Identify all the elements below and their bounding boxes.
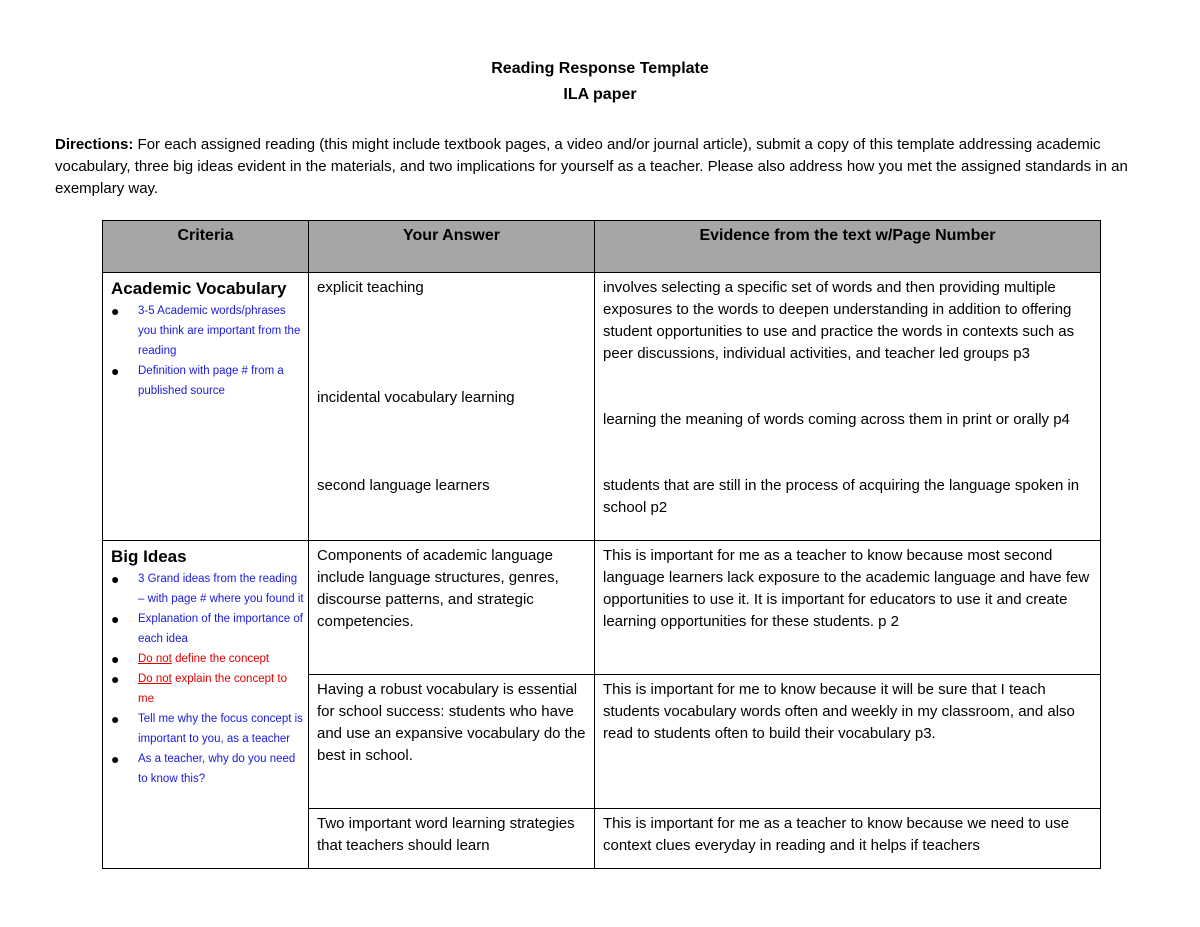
list-item: ● As a teacher, why do you need to know this?	[111, 749, 304, 789]
evidence-cell-vocabulary	[595, 273, 1101, 541]
answer-text: incidental vocabulary learning	[317, 389, 515, 406]
list-item: ● Tell me why the focus concept is important to you, as a teacher	[111, 709, 304, 749]
answer-text: explicit teaching	[317, 279, 424, 296]
table-row	[103, 273, 1101, 541]
criteria-cell-big-ideas	[103, 541, 309, 869]
evidence-cell-idea-2: This is important for me to know because it will be sure that I teach students vocabulary words often and weekly in my classroom, and also read to students often to build their vocabulary p3.	[595, 675, 1101, 809]
header-criteria: Criteria	[103, 221, 309, 273]
list-item: ● 3-5 Academic words/phrases you think are important from the reading	[111, 301, 304, 361]
answer-cell-idea-3: Two important word learning strategies that teachers should learn	[309, 809, 595, 869]
evidence-text: involves selecting a specific set of words and then providing multiple exposures to the words to deepen understanding in addition to offering student opportunities to use and practice the words in contexts such as peer discussions, individual activities, and teacher led groups p3	[603, 279, 1075, 362]
list-item: ● 3 Grand ideas from the reading – with page # where you found it	[111, 569, 304, 609]
directions-text: For each assigned reading (this might include textbook pages, a video and/or journal article), submit a copy of this template addressing academic vocabulary, three big ideas evident in the materials, and two implications for yourself as a teacher. Please also address how you met the assigned standards in an exemplary way.	[55, 136, 1128, 197]
directions	[55, 134, 1145, 200]
list-item: ● Definition with page # from a published source	[111, 361, 304, 401]
answer-cell-idea-2: Having a robust vocabulary is essential for school success: students who have and use an expansive vocabulary do the best in school.	[309, 675, 595, 809]
criteria-heading-vocabulary: Academic Vocabulary	[111, 279, 287, 298]
directions-label: Directions:	[55, 136, 134, 153]
list-item: ● Do not define the concept	[111, 649, 304, 669]
table-header-row	[103, 221, 1101, 273]
table-row	[103, 541, 1101, 675]
answer-cell-idea-1: Components of academic language include language structures, genres, discourse patterns, and strategic competencies.	[309, 541, 595, 675]
criteria-cell-vocabulary	[103, 273, 309, 541]
page-title: Reading Response Template	[491, 60, 709, 77]
answer-text: second language learners	[317, 477, 490, 494]
evidence-text: students that are still in the process of acquiring the language spoken in school p2	[603, 477, 1080, 516]
answer-cell-vocabulary	[309, 273, 595, 541]
header-evidence: Evidence from the text w/Page Number	[595, 221, 1101, 273]
list-item: ● Do not explain the concept to me	[111, 669, 304, 709]
evidence-text: learning the meaning of words coming across them in print or orally p4	[603, 411, 1070, 428]
header-your-answer: Your Answer	[309, 221, 595, 273]
evidence-cell-idea-3: This is important for me as a teacher to know because we need to use context clues everyday in reading and it helps if teachers	[595, 809, 1101, 869]
criteria-heading-big-ideas: Big Ideas	[111, 547, 187, 566]
response-table	[102, 220, 1101, 869]
page-subtitle: ILA paper	[563, 86, 637, 103]
evidence-cell-idea-1: This is important for me as a teacher to know because most second language learners lack exposure to the academic language and have few opportunities to use it. It is important for educators to use it and create learning opportunities for these students. p 2	[595, 541, 1101, 675]
list-item: ● Explanation of the importance of each idea	[111, 609, 304, 649]
